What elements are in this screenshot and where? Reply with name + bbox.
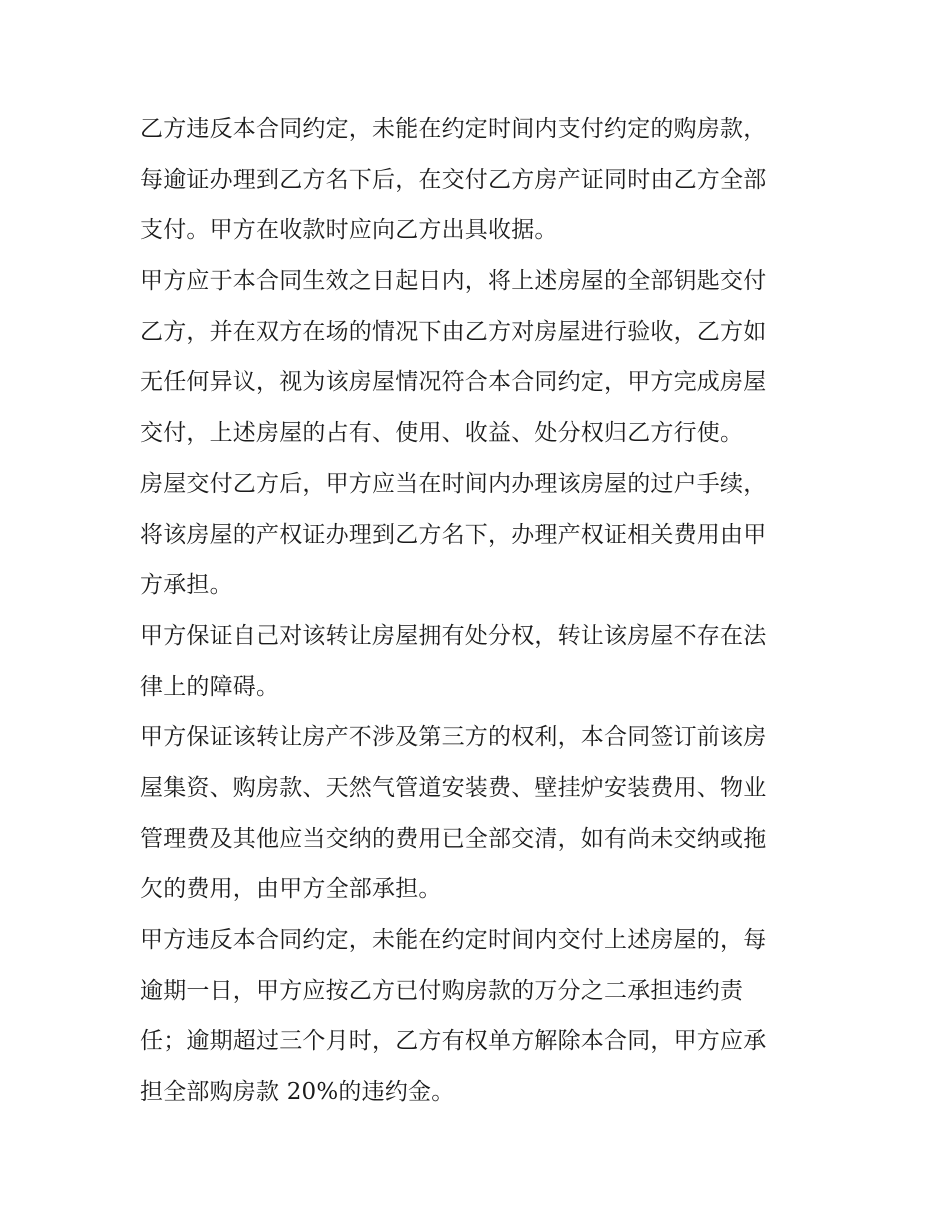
text-line: 屋集资、购房款、天然气管道安装费、壁挂炉安装费用、物业	[140, 774, 767, 801]
text-line: 每逾证办理到乙方名下后，在交付乙方房产证同时由乙方全部	[140, 166, 767, 193]
document-body	[140, 104, 820, 1118]
text-line: 欠的费用，由甲方全部承担。	[140, 876, 442, 903]
paragraph-title-transfer	[140, 459, 820, 611]
text-line: 律上的障碍。	[140, 673, 280, 700]
paragraph-third-party-rights	[140, 712, 820, 915]
paragraph-house-delivery	[140, 256, 820, 459]
text-line: 无任何异议，视为该房屋情况符合本合同约定，甲方完成房屋	[140, 369, 767, 396]
text-line: 甲方保证该转让房产不涉及第三方的权利，本合同签订前该房	[140, 724, 767, 751]
text-line: 支付。甲方在收款时应向乙方出具收据。	[140, 217, 558, 244]
text-line: 担全部购房款 20%的违约金。	[140, 1079, 455, 1106]
text-line: 管理费及其他应当交纳的费用已全部交清，如有尚未交纳或拖	[140, 825, 767, 852]
text-line: 甲方违反本合同约定，未能在约定时间内交付上述房屋的，每	[140, 927, 767, 953]
paragraph-seller-breach	[140, 915, 820, 1118]
text-line: 乙方，并在双方在场的情况下由乙方对房屋进行验收，乙方如	[140, 318, 767, 345]
paragraph-disposal-right	[140, 611, 820, 712]
text-line: 甲方保证自己对该转让房屋拥有处分权，转让该房屋不存在法	[140, 622, 767, 649]
text-line: 逾期一日，甲方应按乙方已付购房款的万分之二承担违约责	[140, 977, 744, 1004]
text-line: 将该房屋的产权证办理到乙方名下，办理产权证相关费用由甲	[140, 521, 767, 548]
text-line: 乙方违反本合同约定，未能在约定时间内支付约定的购房款，	[140, 116, 767, 142]
text-line: 方承担。	[140, 572, 233, 599]
text-line: 房屋交付乙方后，甲方应当在时间内办理该房屋的过户手续，	[140, 470, 767, 497]
text-line: 交付，上述房屋的占有、使用、收益、处分权归乙方行使。	[140, 420, 744, 447]
paragraph-buyer-payment	[140, 104, 820, 256]
text-line: 任；逾期超过三个月时，乙方有权单方解除本合同，甲方应承	[140, 1028, 767, 1055]
text-line: 甲方应于本合同生效之日起日内，将上述房屋的全部钥匙交付	[140, 268, 767, 295]
